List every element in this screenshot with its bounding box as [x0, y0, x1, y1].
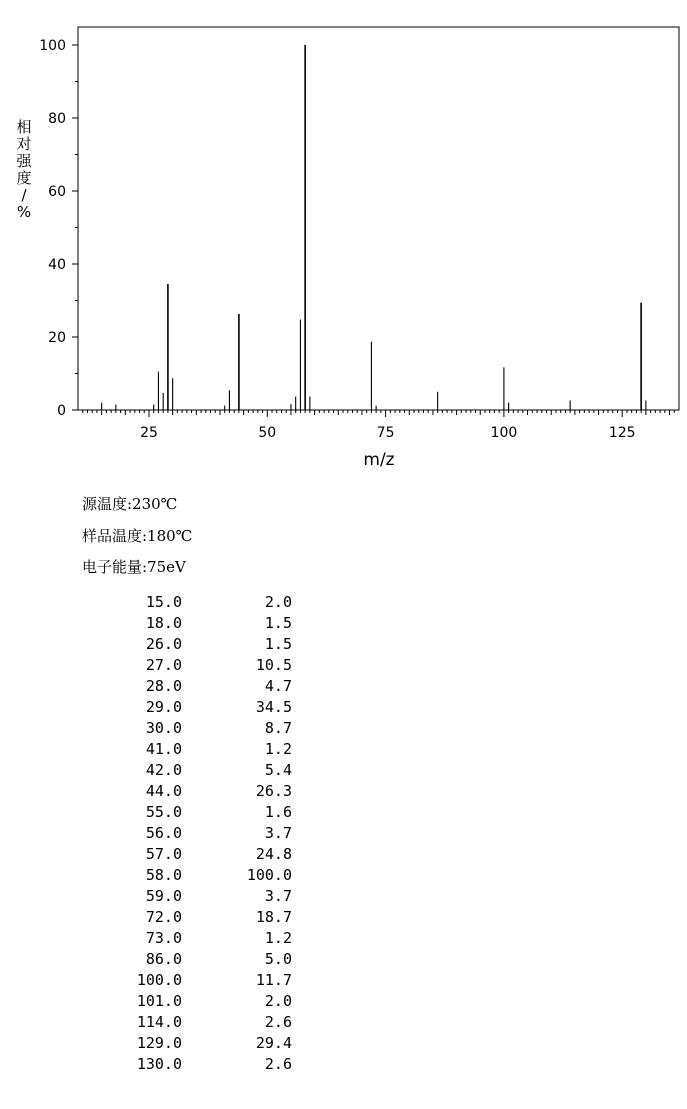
- x-axis-label: m/z: [363, 450, 395, 470]
- x-tick-label: 100: [490, 425, 518, 441]
- peak-intensity-cell: 2.0: [264, 593, 292, 611]
- peak-intensity-cell: 29.4: [255, 1034, 292, 1052]
- peak-intensity-cell: 24.8: [255, 845, 292, 863]
- table-row: [100, 760, 292, 781]
- peak-intensity-cell: 8.7: [264, 719, 292, 737]
- table-row: [100, 844, 292, 865]
- table-row: [100, 592, 292, 613]
- table-row: [100, 823, 292, 844]
- peak-mz-cell: 41.0: [145, 740, 182, 758]
- table-row: [100, 781, 292, 802]
- table-row: [100, 907, 292, 928]
- peak-intensity-cell: 4.7: [264, 677, 292, 695]
- peak-mz-cell: 57.0: [145, 845, 182, 863]
- peak-mz-cell: 86.0: [145, 950, 182, 968]
- x-tick-label: 75: [376, 425, 395, 441]
- spectrum-peaks: [102, 45, 646, 410]
- peak-mz-cell: 59.0: [145, 887, 182, 905]
- peak-mz-cell: 58.0: [145, 866, 182, 884]
- peak-mz-cell: 55.0: [145, 803, 182, 821]
- table-row: [100, 634, 292, 655]
- table-row: [100, 613, 292, 634]
- peak-intensity-cell: 1.6: [264, 803, 292, 821]
- peak-intensity-cell: 26.3: [255, 782, 292, 800]
- mass-spectrum-chart: [0, 0, 687, 480]
- peak-intensity-cell: 34.5: [255, 698, 292, 716]
- peak-mz-cell: 130.0: [136, 1055, 182, 1073]
- peak-intensity-cell: 5.4: [264, 761, 292, 779]
- x-axis-ticks: [83, 410, 675, 441]
- y-tick-label: 20: [48, 330, 66, 346]
- y-tick-label: 80: [48, 111, 66, 127]
- y-axis-label: 相对强度/ %: [16, 118, 32, 221]
- peak-mz-cell: 26.0: [145, 635, 182, 653]
- y-tick-label: 100: [39, 38, 66, 54]
- peak-mz-cell: 100.0: [136, 971, 182, 989]
- y-axis-ticks: [39, 38, 78, 419]
- peak-intensity-cell: 2.0: [264, 992, 292, 1010]
- peak-intensity-cell: 1.2: [264, 740, 292, 758]
- peak-mz-cell: 42.0: [145, 761, 182, 779]
- peak-intensity-cell: 100.0: [246, 866, 292, 884]
- peak-intensity-cell: 3.7: [264, 824, 292, 842]
- peak-mz-cell: 114.0: [136, 1013, 182, 1031]
- table-row: [100, 886, 292, 907]
- peak-intensity-cell: 1.2: [264, 929, 292, 947]
- peak-mz-cell: 129.0: [136, 1034, 182, 1052]
- table-row: [100, 1054, 292, 1075]
- peak-mz-cell: 44.0: [145, 782, 182, 800]
- table-row: [100, 718, 292, 739]
- source-temperature: 源温度:230℃: [82, 495, 178, 513]
- y-tick-label: 40: [48, 257, 66, 273]
- table-row: [100, 655, 292, 676]
- x-tick-label: 25: [140, 425, 158, 441]
- sample-temperature: 样品温度:180℃: [82, 526, 193, 545]
- peak-intensity-cell: 18.7: [255, 908, 292, 926]
- y-tick-label: 60: [48, 184, 66, 200]
- peak-mz-cell: 73.0: [145, 929, 182, 947]
- peak-mz-cell: 27.0: [145, 656, 182, 674]
- x-tick-label: 125: [608, 425, 636, 441]
- peak-mz-cell: 28.0: [145, 677, 182, 695]
- table-row: [100, 970, 292, 991]
- peak-mz-cell: 72.0: [145, 908, 182, 926]
- peak-mz-cell: 29.0: [145, 698, 182, 716]
- table-row: [100, 949, 292, 970]
- peak-intensity-cell: 5.0: [264, 950, 292, 968]
- peak-mz-cell: 101.0: [136, 992, 182, 1010]
- peak-intensity-cell: 10.5: [255, 656, 292, 674]
- peak-intensity-cell: 2.6: [264, 1055, 292, 1073]
- x-tick-label: 50: [258, 425, 277, 441]
- peak-list-table: [100, 592, 292, 1075]
- peak-mz-cell: 15.0: [145, 593, 182, 611]
- table-row: [100, 928, 292, 949]
- table-row: [100, 865, 292, 886]
- peak-intensity-cell: 3.7: [264, 887, 292, 905]
- table-row: [100, 1012, 292, 1033]
- peak-mz-cell: 18.0: [145, 614, 182, 632]
- table-row: [100, 991, 292, 1012]
- table-row: [100, 802, 292, 823]
- table-row: [100, 676, 292, 697]
- electron-energy: 电子能量:75eV: [82, 558, 186, 576]
- table-row: [100, 697, 292, 718]
- peak-mz-cell: 56.0: [145, 824, 182, 842]
- table-row: [100, 1033, 292, 1054]
- peak-intensity-cell: 1.5: [264, 635, 292, 653]
- peak-intensity-cell: 1.5: [264, 614, 292, 632]
- acquisition-conditions: [82, 492, 192, 587]
- peak-mz-cell: 30.0: [145, 719, 182, 737]
- peak-intensity-cell: 2.6: [264, 1013, 292, 1031]
- y-tick-label: 0: [57, 403, 66, 419]
- table-row: [100, 739, 292, 760]
- peak-intensity-cell: 11.7: [255, 971, 292, 989]
